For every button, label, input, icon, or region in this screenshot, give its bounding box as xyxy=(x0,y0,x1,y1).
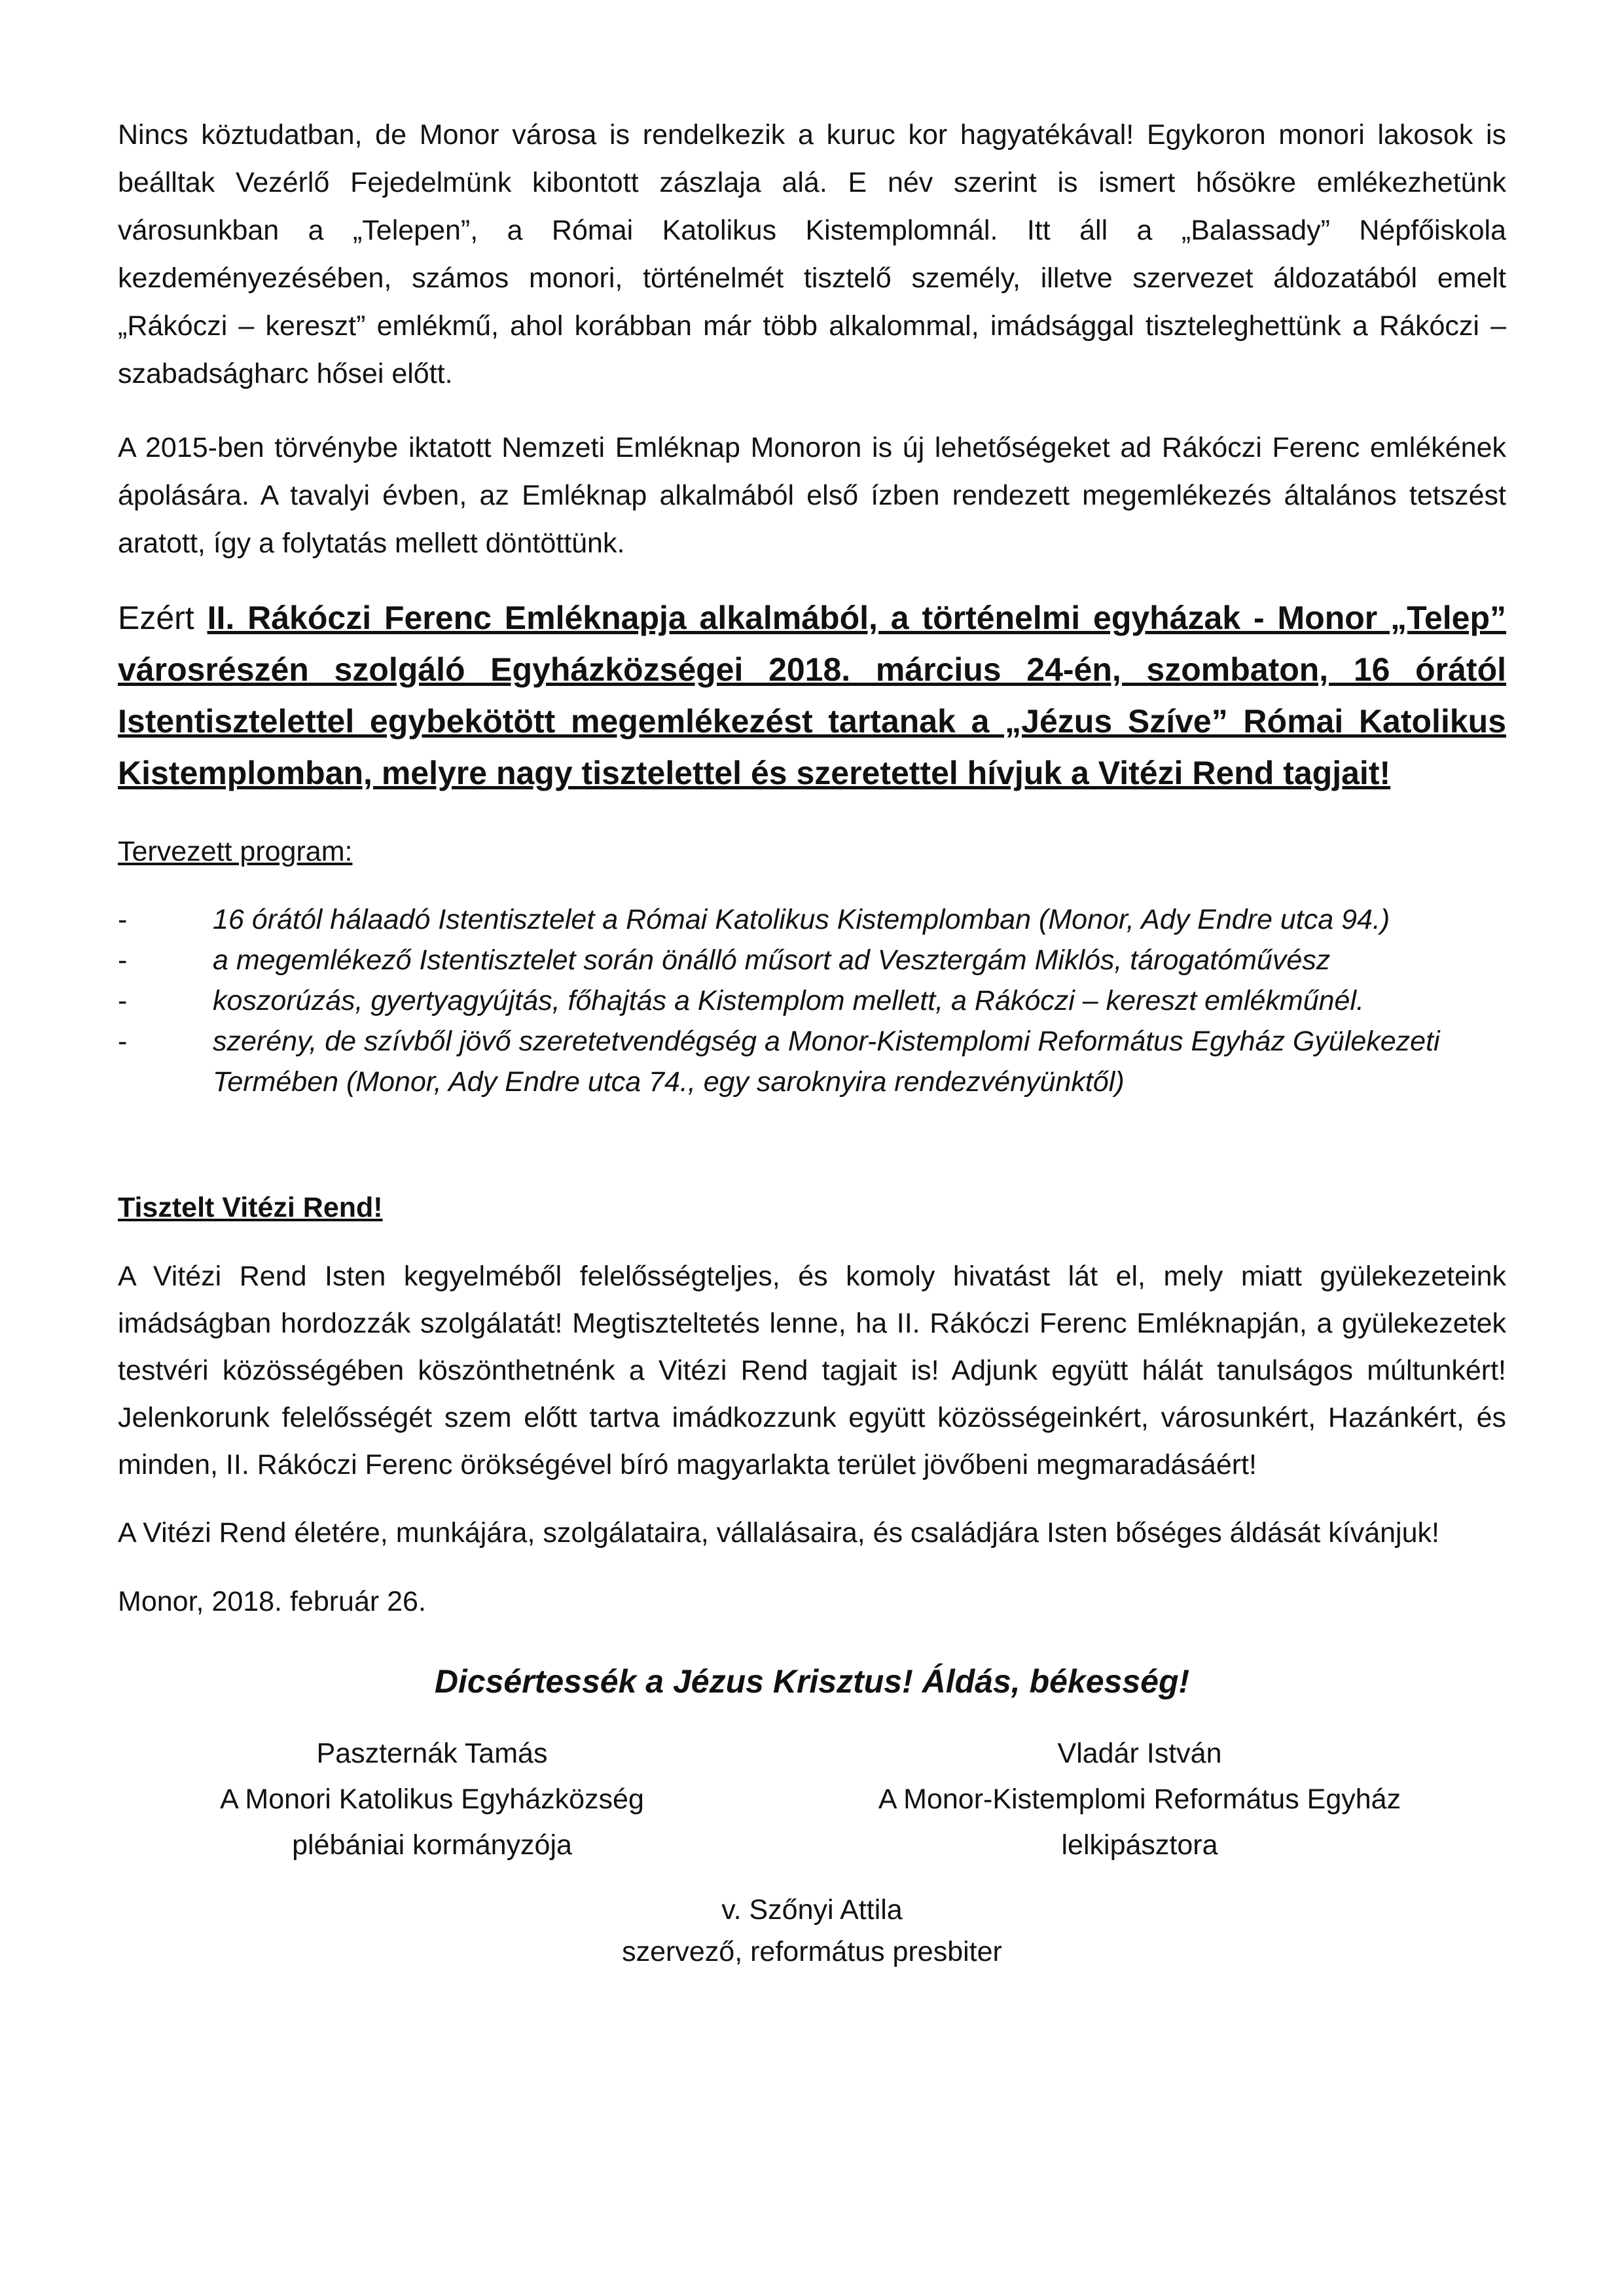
signature-right xyxy=(812,1731,1467,1868)
program-item-text: 16 órától hálaadó Istentisztelet a Római Katolikus Kistemplomban (Monor, Ady Endre utca 94.) xyxy=(213,904,1390,935)
signer-name: v. Szőnyi Attila xyxy=(721,1894,903,1926)
signer-name: Paszternák Tamás xyxy=(316,1738,548,1769)
invitation-bold: II. Rákóczi Ferenc Emléknapja alkalmából, a történelmi egyházak - Monor „Telep” városrészén szolgáló Egyházközségei 2018. március 24-én, szombaton, 16 órától Istentisztelettel egybekötött megemlékezést tartanak a „Jézus Szíve” Római Katolikus Kistemplomban, melyre nagy tisztelettel és szeretettel hívjuk a Vitézi Rend tagjait! xyxy=(118,600,1506,791)
list-dash: - xyxy=(118,985,128,1016)
signer-role: szervező, református presbiter xyxy=(622,1936,1002,1967)
letter-date: Monor, 2018. február 26. xyxy=(118,1586,426,1617)
signature-center xyxy=(118,1889,1506,1973)
greeting: Tisztelt Vitézi Rend! xyxy=(118,1192,383,1223)
list-dash: - xyxy=(118,1026,128,1057)
document-page xyxy=(118,111,1506,1973)
program-item xyxy=(118,1021,1506,1102)
paragraph-letter: A Vitézi Rend Isten kegyelméből felelősségteljes, és komoly hivatást lát el, mely miatt gyülekezeteink imádságban hordozzák szolgálatát! Megtiszteltetés lenne, ha II. Rákóczi Ferenc Emléknapján, a gyülekezetek testvéri közösségében köszönthetnénk a Vitézi Rend tagjait is! Adjunk együtt hálát tanulságos múltunkért! Jelenkorunk felelősségét szem előtt tartva imádkozzunk együtt közösségeinkért, városunkért, Hazánkért, és minden, II. Rákóczi Ferenc örökségével bíró magyarlakta terület jövőbeni megmaradásáért! xyxy=(118,1261,1506,1480)
signature-left xyxy=(137,1731,727,1868)
signer-name: Vladár István xyxy=(1057,1738,1222,1769)
list-dash: - xyxy=(118,904,128,935)
list-dash: - xyxy=(118,944,128,976)
paragraph-history: Nincs köztudatban, de Monor városa is rendelkezik a kuruc kor hagyatékával! Egykoron monori lakosok is beálltak Vezérlő Fejedelmünk kibontott zászlaja alá. E név szerint is ismert hősökre emlékezhetünk városunkban a „Telepen”, a Római Katolikus Kistemplomnál. Itt áll a „Balassady” Népfőiskola kezdeményezésében, számos monori, történelmét tisztelő személy, illetve szervezet áldozatából emelt „Rákóczi – kereszt” emlékmű, ahol korábban már több alkalommal, imádsággal tiszteleghettünk a Rákóczi – szabadságharc hősei előtt. xyxy=(118,119,1506,389)
signer-role: plébániai kormányzója xyxy=(292,1829,572,1861)
closing-blessing: Dicsértessék a Jézus Krisztus! Áldás, békesség! xyxy=(434,1663,1190,1700)
program-item xyxy=(118,940,1506,980)
invitation-lead: Ezért xyxy=(118,600,208,636)
program-item-text: koszorúzás, gyertyagyújtás, főhajtás a Kistemplom mellett, a Rákóczi – kereszt emlékműnél. xyxy=(213,985,1364,1016)
program-item xyxy=(118,899,1506,940)
signer-role: lelkipásztora xyxy=(1061,1829,1218,1861)
signer-organization: A Monor-Kistemplomi Református Egyház xyxy=(878,1784,1401,1815)
paragraph-invitation xyxy=(118,592,1506,799)
program-item-text: szerény, de szívből jövő szeretetvendégség a Monor-Kistemplomi Református Egyház Gyülekezeti Termében (Monor, Ady Endre utca 74., egy saroknyira rendezvényünktől) xyxy=(213,1026,1440,1098)
program-item-text: a megemlékező Istentisztelet során önálló műsort ad Vesztergám Miklós, tárogatóművész xyxy=(213,944,1331,976)
program-item xyxy=(118,980,1506,1021)
program-list xyxy=(118,899,1506,1102)
paragraph-memorial-day: A 2015-ben törvénybe iktatott Nemzeti Emléknap Monoron is új lehetőségeket ad Rákóczi Ferenc emlékének ápolására. A tavalyi évben, az Emléknap alkalmából első ízben rendezett megemlékezés általános tetszést aratott, így a folytatás mellett döntöttünk. xyxy=(118,432,1506,559)
program-title: Tervezett program: xyxy=(118,836,353,867)
signer-organization: A Monori Katolikus Egyházközség xyxy=(220,1784,644,1815)
paragraph-blessing-wish: A Vitézi Rend életére, munkájára, szolgálataira, vállalásaira, és családjára Isten bőséges áldását kívánjuk! xyxy=(118,1517,1439,1549)
signature-row xyxy=(118,1731,1506,1868)
